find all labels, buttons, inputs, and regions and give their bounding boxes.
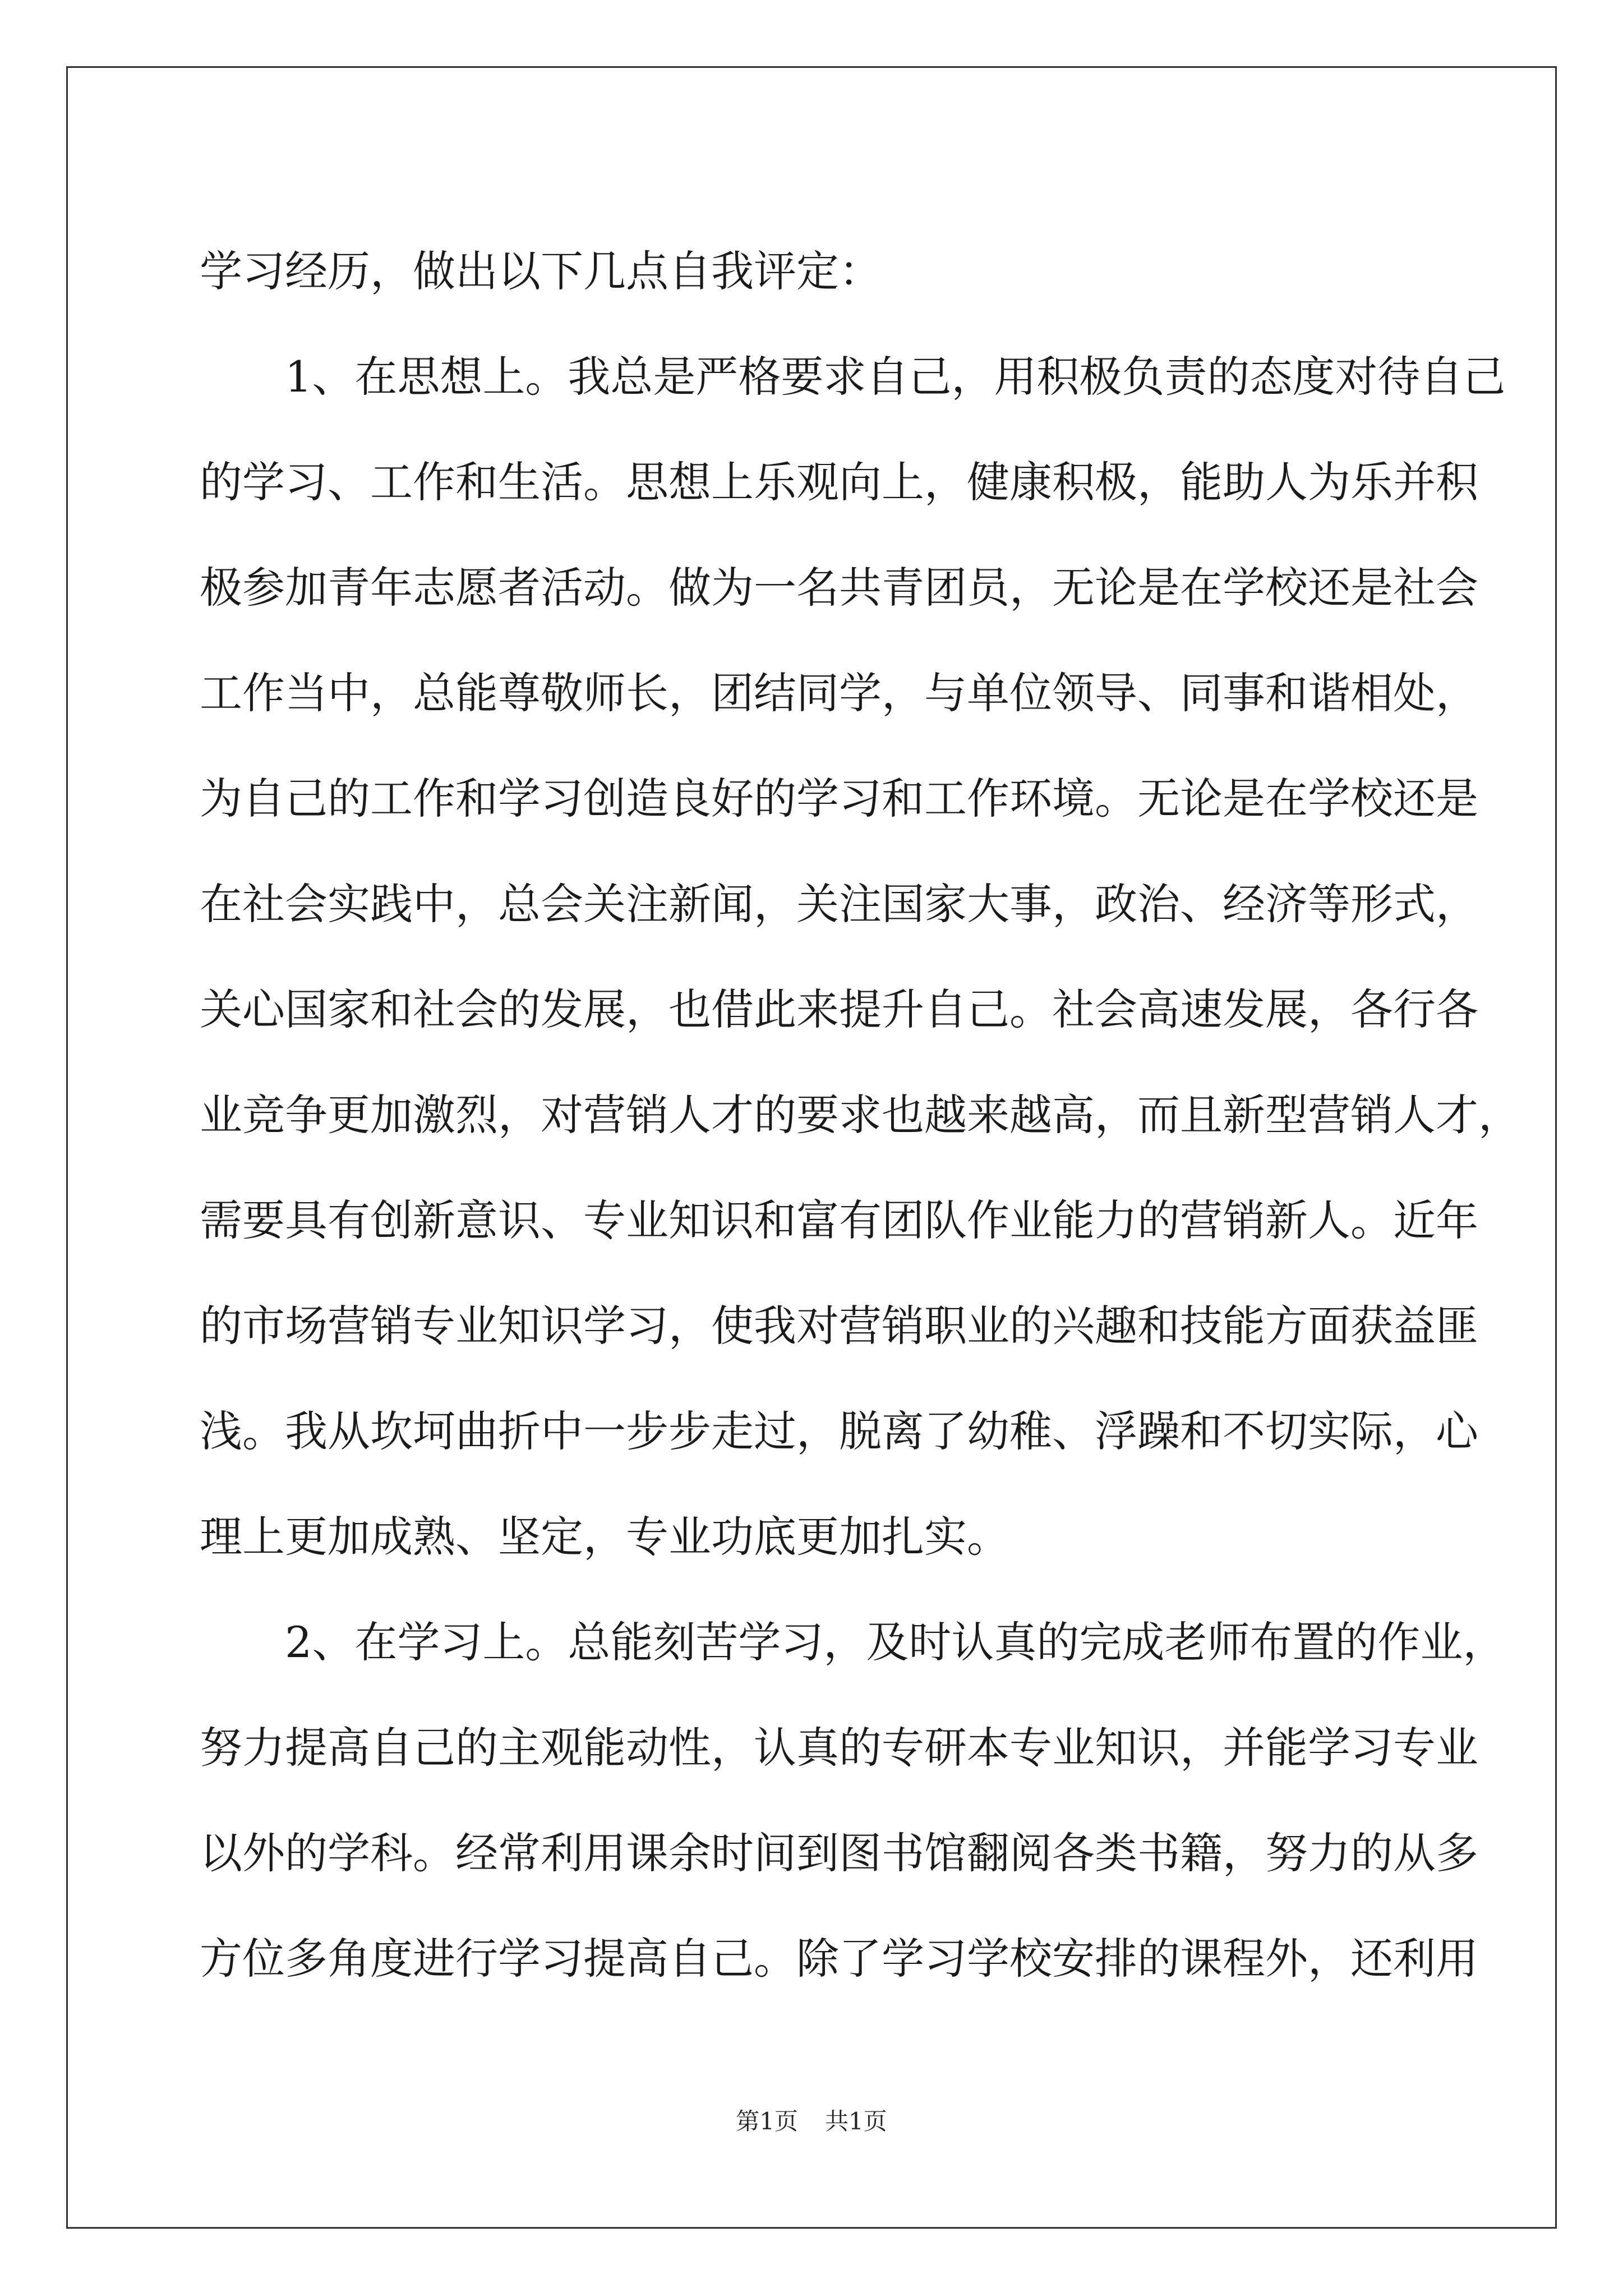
text-line: 业竞争更加激烈，对营销人才的要求也越来越高，而且新型营销人才， <box>200 1090 1521 1140</box>
text-line: 的市场营销专业知识学习，使我对营销职业的兴趣和技能方面获益匪 <box>200 1301 1478 1351</box>
text-line: 在社会实践中，总会关注新闻，关注国家大事，政治、经济等形式， <box>200 879 1478 929</box>
text-line: 关心国家和社会的发展，也借此来提升自己。社会高速发展，各行各 <box>200 984 1478 1034</box>
page-total: 共1页 <box>825 2108 887 2135</box>
page-footer <box>0 2105 1623 2138</box>
text-line: 的学习、工作和生活。思想上乐观向上，健康积极，能助人为乐并积 <box>200 457 1478 507</box>
text-line: 需要具有创新意识、专业知识和富有团队作业能力的营销新人。近年 <box>200 1195 1478 1245</box>
text-line: 1、在思想上。我总是严格要求自己，用积极负责的态度对待自己 <box>200 352 1506 402</box>
text-line: 以外的学科。经常利用课余时间到图书馆翻阅各类书籍，努力的从多 <box>200 1828 1478 1878</box>
text-line: 方位多角度进行学习提高自己。除了学习学校安排的课程外，还利用 <box>200 1934 1478 1984</box>
text-line: 学习经历，做出以下几点自我评定： <box>200 246 882 296</box>
document-body <box>200 219 1521 2012</box>
text-line: 工作当中，总能尊敬师长，团结同学，与单位领导、同事和谐相处， <box>200 668 1478 718</box>
text-line: 2、在学习上。总能刻苦学习，及时认真的完成老师布置的作业， <box>200 1617 1506 1667</box>
text-line: 浅。我从坎坷曲折中一步步走过，脱离了幼稚、浮躁和不切实际，心 <box>200 1406 1478 1456</box>
text-line: 努力提高自己的主观能动性，认真的专研本专业知识，并能学习专业 <box>200 1723 1478 1773</box>
text-line: 极参加青年志愿者活动。做为一名共青团员，无论是在学校还是社会 <box>200 563 1478 613</box>
text-line: 为自己的工作和学习创造良好的学习和工作环境。无论是在学校还是 <box>200 774 1478 823</box>
page-number: 第1页 <box>736 2108 798 2135</box>
text-line: 理上更加成熟、坚定，专业功底更加扎实。 <box>200 1512 1009 1562</box>
